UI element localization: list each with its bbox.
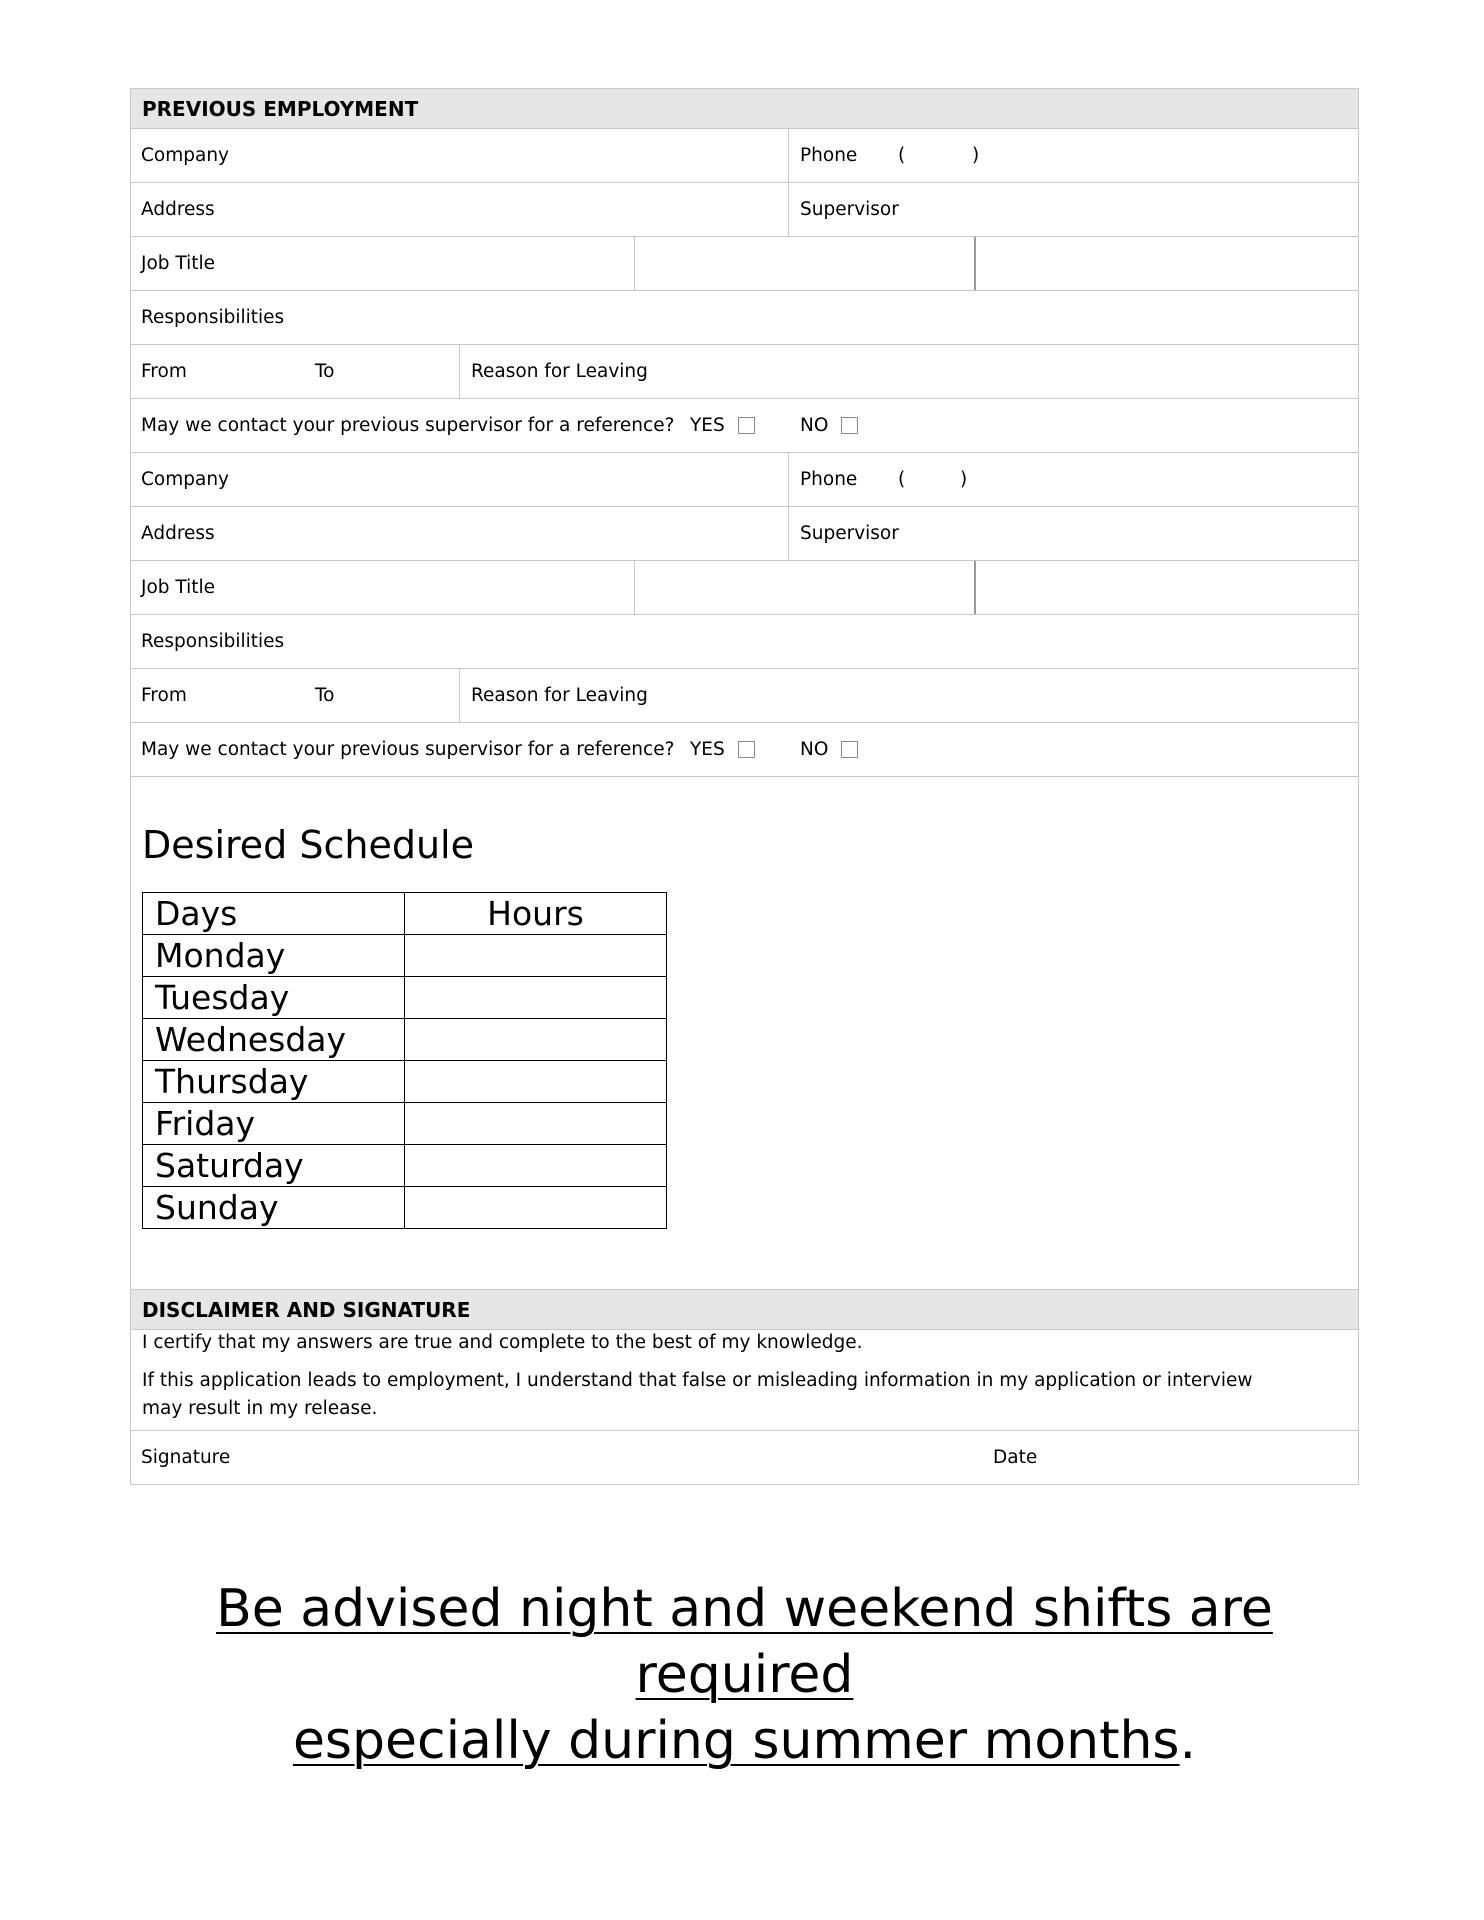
hours-cell[interactable]: [405, 977, 667, 1019]
job-title-row-1: [130, 237, 1359, 291]
job-title-label: Job Title: [141, 577, 216, 598]
reason-label: Reason for Leaving: [471, 685, 648, 706]
no-checkbox[interactable]: [841, 417, 858, 434]
to-label: To: [315, 361, 335, 382]
address-row-1: [130, 183, 1359, 237]
hours-cell[interactable]: [405, 1103, 667, 1145]
disclaimer-line-3: may result in my release.: [142, 1398, 378, 1419]
address-label: Address: [141, 523, 215, 544]
yes-label: YES: [690, 415, 725, 436]
from-label: From: [141, 685, 187, 706]
schedule-row: [143, 1019, 667, 1061]
responsibilities-row-1: [130, 291, 1359, 345]
schedule-table: [142, 892, 667, 1229]
phone-label: Phone: [800, 145, 858, 166]
divider: [788, 183, 789, 236]
address-label: Address: [141, 199, 215, 220]
company-row-2: [130, 453, 1359, 507]
divider: [974, 561, 976, 614]
phone-paren-close: ): [960, 469, 968, 490]
day-cell: Wednesday: [143, 1019, 405, 1061]
hours-cell[interactable]: [405, 1187, 667, 1229]
yes-label: YES: [690, 739, 725, 760]
days-column-header: Days: [143, 893, 405, 935]
notice-line-1: Be advised night and weekend shifts are required: [216, 1579, 1273, 1705]
schedule-row: [143, 1187, 667, 1229]
divider: [788, 129, 789, 182]
yes-checkbox[interactable]: [738, 417, 755, 434]
phone-paren-open: (: [898, 145, 906, 166]
address-row-2: [130, 507, 1359, 561]
responsibilities-label: Responsibilities: [141, 307, 285, 328]
signature-label: Signature: [141, 1447, 231, 1468]
disclaimer-line-1: I certify that my answers are true and complete to the best of my knowledge.: [142, 1332, 863, 1353]
hours-cell[interactable]: [405, 1061, 667, 1103]
divider: [788, 507, 789, 560]
to-label: To: [315, 685, 335, 706]
responsibilities-label: Responsibilities: [141, 631, 285, 652]
divider: [634, 561, 635, 614]
hours-column-header: Hours: [405, 893, 667, 935]
divider: [788, 453, 789, 506]
phone-paren-open: (: [898, 469, 906, 490]
job-title-label: Job Title: [141, 253, 216, 274]
divider: [459, 669, 460, 722]
reason-label: Reason for Leaving: [471, 361, 648, 382]
supervisor-label: Supervisor: [800, 199, 899, 220]
schedule-row: [143, 1145, 667, 1187]
day-cell: Tuesday: [143, 977, 405, 1019]
schedule-header-row: [143, 893, 667, 935]
dates-row-1: [130, 345, 1359, 399]
schedule-row: [143, 1103, 667, 1145]
supervisor-label: Supervisor: [800, 523, 899, 544]
schedule-row: [143, 935, 667, 977]
day-cell: Saturday: [143, 1145, 405, 1187]
divider: [459, 345, 460, 398]
hours-cell[interactable]: [405, 1019, 667, 1061]
company-row-1: [130, 129, 1359, 183]
day-cell: Friday: [143, 1103, 405, 1145]
signature-row: [130, 1430, 1359, 1485]
disclaimer-header: DISCLAIMER AND SIGNATURE: [130, 1289, 1359, 1330]
no-checkbox[interactable]: [841, 741, 858, 758]
notice-line-2: especially during summer months: [292, 1711, 1180, 1771]
disclaimer-line-2: If this application leads to employment, I understand that false or misleading information in my application or interview: [142, 1370, 1253, 1391]
desired-schedule-title: Desired Schedule: [142, 823, 474, 867]
divider: [634, 237, 635, 290]
contact-question: May we contact your previous supervisor for a reference?: [141, 415, 675, 436]
contact-row-1: [130, 399, 1359, 453]
phone-paren-close: ): [972, 145, 980, 166]
hours-cell[interactable]: [405, 935, 667, 977]
contact-question: May we contact your previous supervisor for a reference?: [141, 739, 675, 760]
day-cell: Monday: [143, 935, 405, 977]
shift-notice: [130, 1576, 1359, 1774]
responsibilities-row-2: [130, 615, 1359, 669]
company-label: Company: [141, 469, 230, 490]
day-cell: Sunday: [143, 1187, 405, 1229]
from-label: From: [141, 361, 187, 382]
schedule-row: [143, 977, 667, 1019]
hours-cell[interactable]: [405, 1145, 667, 1187]
phone-label: Phone: [800, 469, 858, 490]
divider: [974, 237, 976, 290]
dates-row-2: [130, 669, 1359, 723]
contact-row-2: [130, 723, 1359, 777]
schedule-row: [143, 1061, 667, 1103]
job-title-row-2: [130, 561, 1359, 615]
company-label: Company: [141, 145, 230, 166]
no-label: NO: [800, 739, 829, 760]
yes-checkbox[interactable]: [738, 741, 755, 758]
notice-period: .: [1179, 1711, 1197, 1771]
no-label: NO: [800, 415, 829, 436]
day-cell: Thursday: [143, 1061, 405, 1103]
previous-employment-header: PREVIOUS EMPLOYMENT: [130, 88, 1359, 129]
date-label: Date: [993, 1447, 1038, 1468]
